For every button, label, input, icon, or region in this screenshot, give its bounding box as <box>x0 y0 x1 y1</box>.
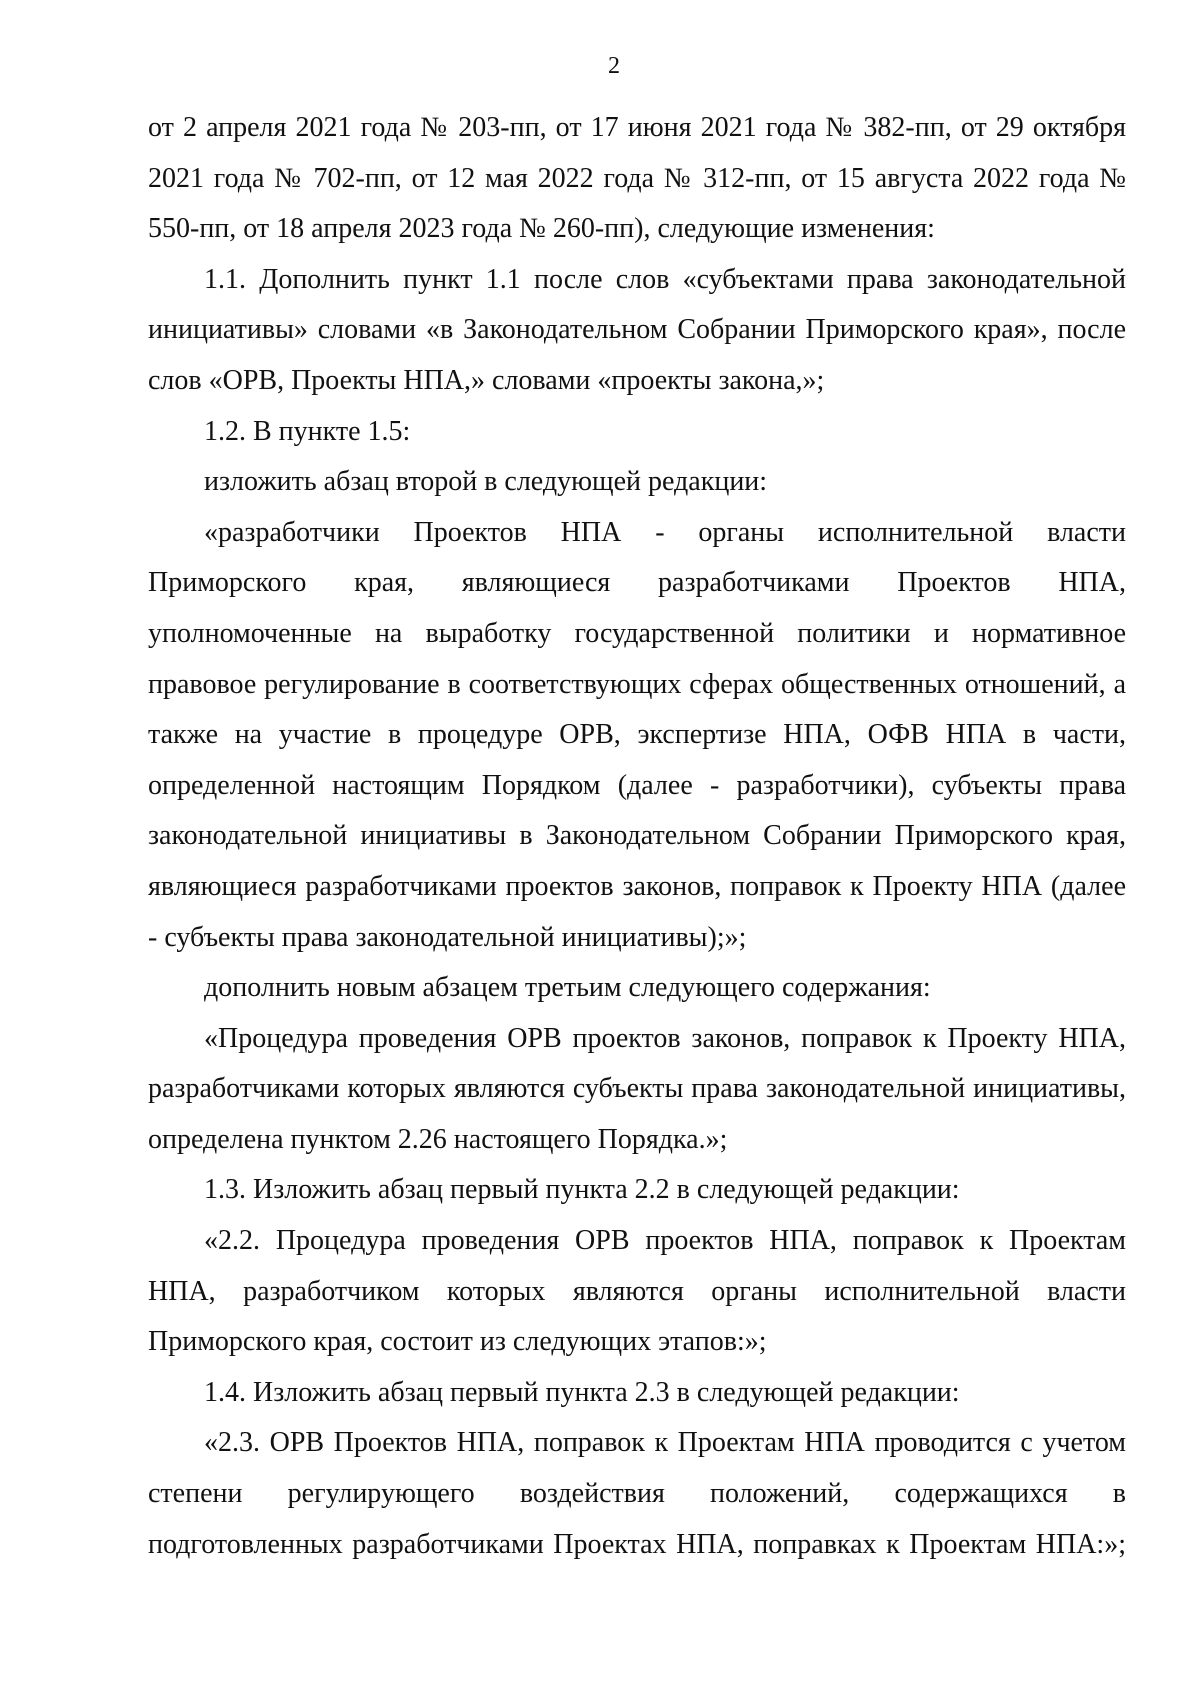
paragraph-instruction-second-abzac: изложить абзац второй в следующей редакции: <box>204 466 768 498</box>
paragraph-item-1-1: 1.1. Дополнить пункт 1.1 после слов «субъектами права законодательной инициативы» словами «в Законодательном Собрании Приморского края», после слов «ОРВ, Проекты НПА,» словами «проекты закона,»; <box>148 263 1126 396</box>
paragraph-item-1-4: 1.4. Изложить абзац первый пункта 2.3 в следующей редакции: <box>204 1376 960 1408</box>
page-number: 2 <box>608 53 620 79</box>
paragraph-quoted-developers: «разработчики Проектов НПА - органы исполнительной власти Приморского края, являющиеся разработчиками Проектов НПА, уполномоченные на выработку государственной политики и нормативное правовое регулирование в соответствующих сферах общественных отношений, а также на участие в процедуре ОРВ, экспертизе НПА, ОФВ НПА в части, определенной настоящим Порядком (далее - разработчики), субъекты права законодательной инициативы в Законодательном Собрании Приморского края, являющиеся разработчиками проектов законов, поправок к Проекту НПА (далее - субъекты права законодательной инициативы);»; <box>148 516 1126 953</box>
document-body <box>148 103 1126 1570</box>
paragraph-amendment-list: от 2 апреля 2021 года № 203-пп, от 17 июня 2021 года № 382-пп, от 29 октября 2021 года № 702-пп, от 12 мая 2022 года № 312-пп, от 15 августа 2022 года № 550-пп, от 18 апреля 2023 года № 260-пп), следующие изменения: <box>148 112 1126 245</box>
paragraph-quoted-procedure: «Процедура проведения ОРВ проектов законов, поправок к Проекту НПА, разработчиками которых являются субъекты права законодательной инициативы, определена пунктом 2.26 настоящего Порядка.»; <box>148 1022 1126 1155</box>
paragraph-item-1-2: 1.2. В пункте 1.5: <box>204 415 411 447</box>
paragraph-quoted-2-3: «2.3. ОРВ Проектов НПА, поправок к Проектам НПА проводится с учетом степени регулирующего воздействия положений, содержащихся в подготовленных разработчиками Проектах НПА, поправках к Проектам НПА:»; <box>148 1427 1126 1560</box>
paragraph-instruction-third-abzac: дополнить новым абзацем третьим следующего содержания: <box>204 972 931 1004</box>
paragraph-quoted-2-2: «2.2. Процедура проведения ОРВ проектов НПА, поправок к Проектам НПА, разработчиком которых являются органы исполнительной власти Приморского края, состоит из следующих этапов:»; <box>148 1225 1126 1358</box>
paragraph-item-1-3: 1.3. Изложить абзац первый пункта 2.2 в следующей редакции: <box>204 1174 960 1206</box>
